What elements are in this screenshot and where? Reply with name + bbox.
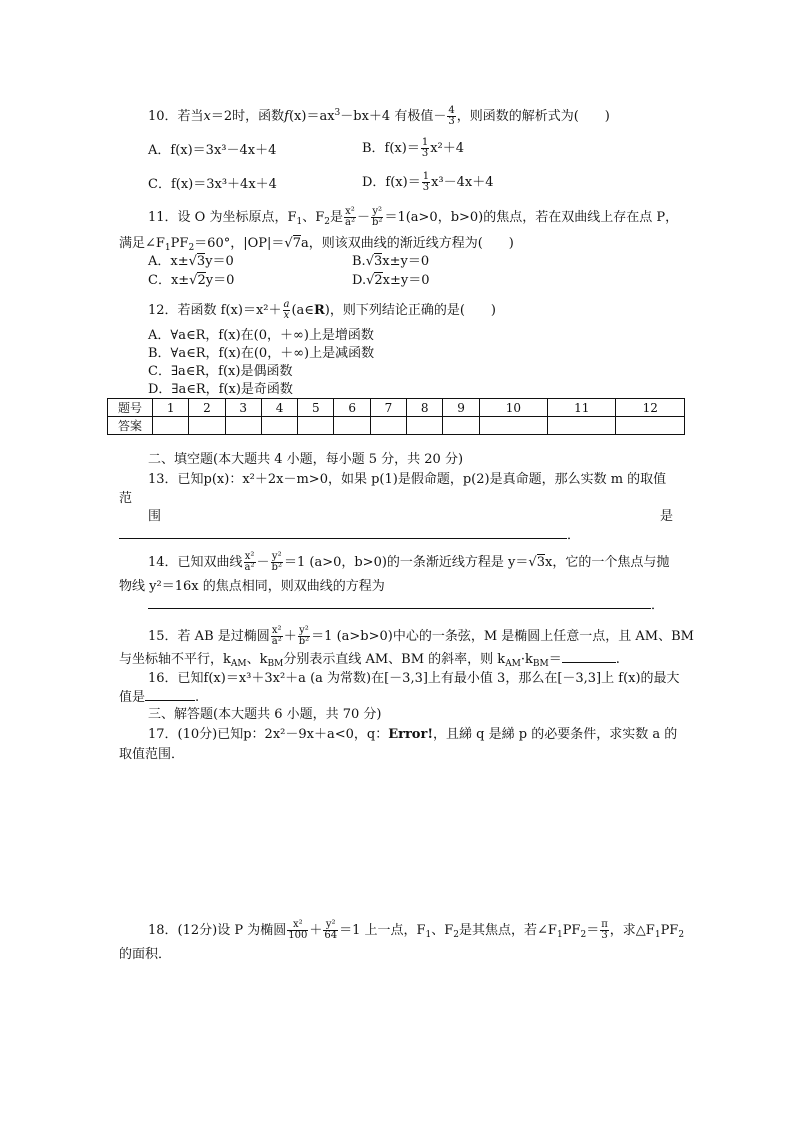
q18-text: 、F — [431, 923, 454, 938]
q12-option-a: A．∀a∈R，f(x)在(0，＋∞)上是增函数 — [148, 328, 374, 343]
q15-text: 分别表示直线 AM、BM 的斜率，则 k — [283, 652, 506, 667]
answer-cell[interactable] — [407, 417, 443, 435]
q17-error-text: Error! — [388, 727, 434, 742]
q11-stem: 11．设 O 为坐标原点，$F_1$、$F_2$是 $\frac{\text{x²}}{\text{a²}}$ － $\frac{\text{y²}}{\text{b²}}$ ＝1(a>0，b>0)的焦点，若在双曲线上存在点 P， — [148, 206, 679, 228]
q17-text: ，且綈 q 是綈 p 的必要条件，求实数 a 的 — [433, 727, 678, 742]
q10-frac-num: 4 — [448, 105, 455, 116]
q17-stem — [148, 726, 679, 744]
q15-answer-blank[interactable] — [562, 650, 616, 663]
q16-end: . — [195, 690, 200, 705]
answer-table-num: 7 — [370, 399, 406, 417]
q18-text: 是其焦点，若∠F — [459, 923, 557, 938]
answer-cell[interactable] — [334, 417, 370, 435]
answer-table-num: 11 — [548, 399, 616, 417]
q12-num: a — [283, 299, 290, 310]
q11-optb-text: x±y＝0 — [382, 254, 430, 269]
q10-var-f: f — [284, 109, 289, 124]
q11-text: 、F — [302, 210, 325, 225]
q15-sub: AM — [505, 659, 521, 669]
q11-text: ＝60°，|OP|＝ — [194, 236, 285, 251]
q10-option-b — [362, 138, 464, 159]
q15-stem: 15．若 AB 是过椭圆 $\frac{\text{x²}}{\text{a²}}$ ＋ $\frac{\text{y²}}{\text{b²}}$ ＝1 (a>b>0)中心的一条弦，M 是椭圆上任意一点，且 AM、BM — [148, 625, 694, 647]
answer-cell[interactable] — [153, 417, 189, 435]
q12-option-d: D．∃a∈R，f(x)是奇函数 — [148, 382, 293, 397]
q10-text: (x)＝ax — [288, 109, 335, 124]
answer-cell[interactable] — [189, 417, 225, 435]
q10-var-x: x — [203, 109, 211, 124]
q12-text: (a∈ — [291, 303, 314, 318]
q11-optb-text: B. — [352, 254, 366, 269]
q11-frac-x — [344, 207, 356, 228]
q14-text: 14．已知双曲线 — [148, 555, 243, 570]
q10-optb-num: 1 — [421, 137, 429, 148]
q11-optc-sqrt: 2 — [197, 273, 206, 288]
q10-optd-text: D．f(x)＝ — [362, 175, 421, 190]
q11-opta-text: A．x± — [148, 254, 189, 269]
q10-text: ＝2时，函数 — [210, 109, 285, 124]
answer-cell[interactable] — [443, 417, 479, 435]
q11-frac-y — [371, 207, 383, 228]
q18-text: ＝1 上一点，F — [339, 923, 426, 938]
q10-stem — [148, 104, 679, 127]
answer-cell[interactable] — [370, 417, 406, 435]
q10-optd-text: x³－4x＋4 — [431, 175, 494, 190]
q13-end: ． — [567, 528, 581, 543]
answer-table — [107, 398, 685, 435]
q12-set-r: R — [313, 303, 325, 318]
q14-sqrt: 3 — [536, 555, 545, 570]
answer-table-label: 答案 — [108, 417, 153, 435]
q15-b2: b² — [298, 636, 310, 647]
q10-frac-den: 3 — [448, 116, 455, 127]
answer-cell[interactable] — [225, 417, 261, 435]
q11-opta-sqrt: 3 — [196, 254, 206, 269]
q10-optb-text: x²＋4 — [430, 141, 465, 156]
q16-stem-line2 — [119, 688, 679, 707]
q18-text: PF — [562, 923, 581, 938]
q10-optd-num: 1 — [422, 171, 430, 182]
q15-end: . — [615, 652, 620, 667]
q10-option-c: C．f(x)＝3x³＋4x＋4 — [148, 177, 277, 192]
q18-text: ，求△F — [609, 923, 655, 938]
q11-option-d: D.√2x±y＝0 — [352, 273, 430, 288]
q18-frac-x — [287, 920, 308, 941]
q10-exponent: 3 — [334, 108, 341, 118]
q15-sub: BM — [532, 659, 549, 669]
q15-frac-x — [271, 626, 283, 647]
q11-option-c: C．x±√2y＝0 — [148, 273, 235, 288]
q11-text: 是 — [330, 210, 344, 225]
q17-text: 17．(10分)已知p：2x²－9x＋a<0，q： — [148, 727, 389, 742]
q12-stem — [148, 300, 679, 321]
q11-option-b: B.√3x±y＝0 — [352, 254, 430, 269]
section-2-heading: 二、填空题(本大题共 4 小题，每小题 5 分，共 20 分) — [148, 452, 464, 467]
q14-x2: x² — [244, 551, 255, 562]
q13-word-shi: 是 — [660, 509, 674, 524]
q14-answer-blank[interactable] — [148, 596, 651, 609]
q13-stem-line2: 范 — [119, 491, 133, 506]
q10-option-a: A．f(x)＝3x³－4x＋4 — [148, 143, 277, 158]
q11-optc-text: y＝0 — [205, 273, 235, 288]
answer-table-num: 9 — [443, 399, 479, 417]
q10-fraction — [447, 106, 455, 127]
q10-optb-text: B．f(x)＝ — [362, 141, 420, 156]
answer-table-num: 10 — [479, 399, 547, 417]
q14-frac-y — [271, 552, 283, 573]
q18-plus: ＋ — [309, 923, 323, 938]
q18-64: 64 — [324, 930, 338, 941]
answer-table-num: 1 — [153, 399, 189, 417]
answer-table-num: 8 — [407, 399, 443, 417]
q11-text: 满足∠F — [119, 236, 165, 251]
q16-text: 值是 — [119, 690, 146, 705]
q15-text: 、k — [246, 652, 268, 667]
q18-frac-pi — [600, 920, 609, 941]
q15-sub: BM — [267, 659, 284, 669]
q14-stem: 14．已知双曲线 $\frac{\text{x²}}{\text{a²}}$ － $\frac{\text{y²}}{\text{b²}}$ ＝1 (a>0，b>0)的一条渐近线方程是 y＝√3x，它的一个焦点与抛 — [148, 551, 670, 573]
answer-cell[interactable] — [616, 417, 685, 435]
q17-stem-line2: 取值范围． — [119, 747, 185, 762]
q10-optb-den: 3 — [421, 148, 429, 159]
q16-answer-blank[interactable] — [145, 688, 195, 701]
q18-pi: π — [601, 919, 608, 930]
answer-table-label: 题号 — [108, 399, 153, 417]
q18-text: ＝ — [586, 923, 600, 938]
answer-table-header-row — [108, 399, 685, 417]
q14-text: ＝1 (a>0，b>0)的一条渐近线方程是 y＝ — [283, 555, 529, 570]
q15-y2: y² — [299, 625, 309, 636]
q14-b2: b² — [271, 562, 282, 573]
q15-x2: x² — [271, 625, 282, 636]
q18-text: PF — [660, 923, 679, 938]
q14-a2: a² — [244, 562, 255, 573]
answer-cell[interactable] — [298, 417, 334, 435]
q14-frac-x — [244, 552, 256, 573]
q12-den: x — [283, 310, 290, 321]
answer-table-num: 6 — [334, 399, 370, 417]
q18-stem-line2: 的面积． — [119, 947, 172, 962]
q18-x2: x² — [287, 920, 308, 931]
q18-3: 3 — [601, 930, 608, 941]
q12-text: )，则下列结论正确的是( ) — [324, 303, 496, 318]
answer-table-num: 4 — [261, 399, 297, 417]
q11-optd-text: D. — [352, 273, 367, 288]
q15-a2: a² — [271, 636, 282, 647]
answer-table-answer-row — [108, 417, 685, 435]
q10-optd-den: 3 — [422, 182, 430, 193]
q18-text: 18．(12分)设 P 为椭圆 — [148, 923, 287, 938]
q11-a2: a² — [345, 217, 355, 228]
q18-stem: 18．(12分)设 P 为椭圆 $\frac{\text{x²}}{100}$ ＋ $\frac{\text{y²}}{64}$ ＝1 上一点，$F_1$、$F_2$是其焦点，若$\angle F_1PF_2=$ $\frac{\pi}{3}$ ，求$\triangle F_1PF_2$ — [148, 919, 685, 941]
q15-text: ·k — [520, 652, 533, 667]
q18-y2: y² — [323, 920, 338, 931]
q10-optd-fraction — [422, 172, 430, 193]
q11-opta-text: y＝0 — [205, 254, 234, 269]
q12-option-b: B．∀a∈R，f(x)在(0，＋∞)上是减函数 — [148, 346, 375, 361]
q11-text: PF — [170, 236, 189, 251]
q18-100: 100 — [288, 930, 308, 941]
q10-text: ，则函数的解析式为( ) — [456, 109, 610, 124]
q11-text: 11．设 O 为坐标原点，F — [148, 210, 297, 225]
q11-x2: x² — [345, 206, 355, 217]
answer-table-num: 12 — [616, 399, 685, 417]
answer-cell[interactable] — [261, 417, 297, 435]
q11-option-a: A．x±√3y＝0 — [148, 254, 234, 269]
q11-text: a，则该双曲线的渐近线方程为( ) — [300, 236, 514, 251]
q11-b2: b² — [372, 217, 383, 228]
q15-sub: AM — [230, 659, 247, 669]
q14-end: ． — [651, 598, 665, 613]
q18-frac-y — [323, 920, 338, 941]
answer-table-num: 3 — [225, 399, 261, 417]
q13-answer-blank[interactable] — [119, 526, 567, 539]
q12-text: 12．若函数 f(x)＝x²＋ — [148, 303, 282, 318]
q15-text: ＝ — [548, 652, 562, 667]
q12-option-c: C．∃a∈R，f(x)是偶函数 — [148, 364, 293, 379]
q12-fraction — [283, 300, 291, 321]
q15-text: 与坐标轴不平行，k — [119, 652, 231, 667]
q16-stem: 16．已知f(x)＝x³＋3x²＋a (a 为常数)在[－3,3]上有最小值 3，那么在[－3,3]上 f(x)的最大 — [148, 671, 680, 686]
q11-stem-line2: 满足$\angle F_1PF_2=60^\circ$，|OP|＝√7a，则该双曲线的渐近线方程为( ) — [119, 236, 514, 253]
q11-optd-sqrt: 2 — [374, 273, 383, 288]
answer-table-num: 5 — [298, 399, 334, 417]
answer-table-num: 2 — [189, 399, 225, 417]
q10-option-d — [362, 172, 494, 193]
q10-text: 10．若当 — [148, 109, 204, 124]
answer-cell[interactable] — [548, 417, 616, 435]
q13-word-wei: 围 — [148, 509, 162, 524]
q11-sqrt: 7 — [292, 236, 301, 251]
q10-optb-fraction — [421, 138, 429, 159]
q11-text: ＝1(a>0，b>0)的焦点，若在双曲线上存在点 P， — [384, 210, 679, 225]
q11-optb-sqrt: 3 — [373, 254, 383, 269]
answer-cell[interactable] — [479, 417, 547, 435]
q14-answer-line — [148, 596, 664, 615]
q11-y2: y² — [372, 206, 383, 217]
q14-stem-line2: 物线 y²＝16x 的焦点相同，则双曲线的方程为 — [119, 579, 385, 594]
q10-text: －bx＋4 有极值－ — [340, 109, 447, 124]
q11-optc-text: C．x± — [148, 273, 190, 288]
q15-text: 15．若 AB 是过椭圆 — [148, 629, 270, 644]
q15-frac-y — [298, 626, 310, 647]
q15-text: ＝1 (a>b>0)中心的一条弦，M 是椭圆上任意一点，且 AM、BM — [311, 629, 694, 644]
q13-stem: 13．已知p(x)：x²＋2x－m>0，如果 p(1)是假命题，p(2)是真命题，那么实数 m 的取值 — [148, 472, 667, 487]
q14-text: x，它的一个焦点与抛 — [544, 555, 670, 570]
q13-answer-line — [119, 526, 580, 545]
section-3-heading: 三、解答题(本大题共 6 小题，共 70 分) — [148, 707, 382, 722]
q11-optd-text: x±y＝0 — [382, 273, 430, 288]
q14-y2: y² — [271, 551, 282, 562]
